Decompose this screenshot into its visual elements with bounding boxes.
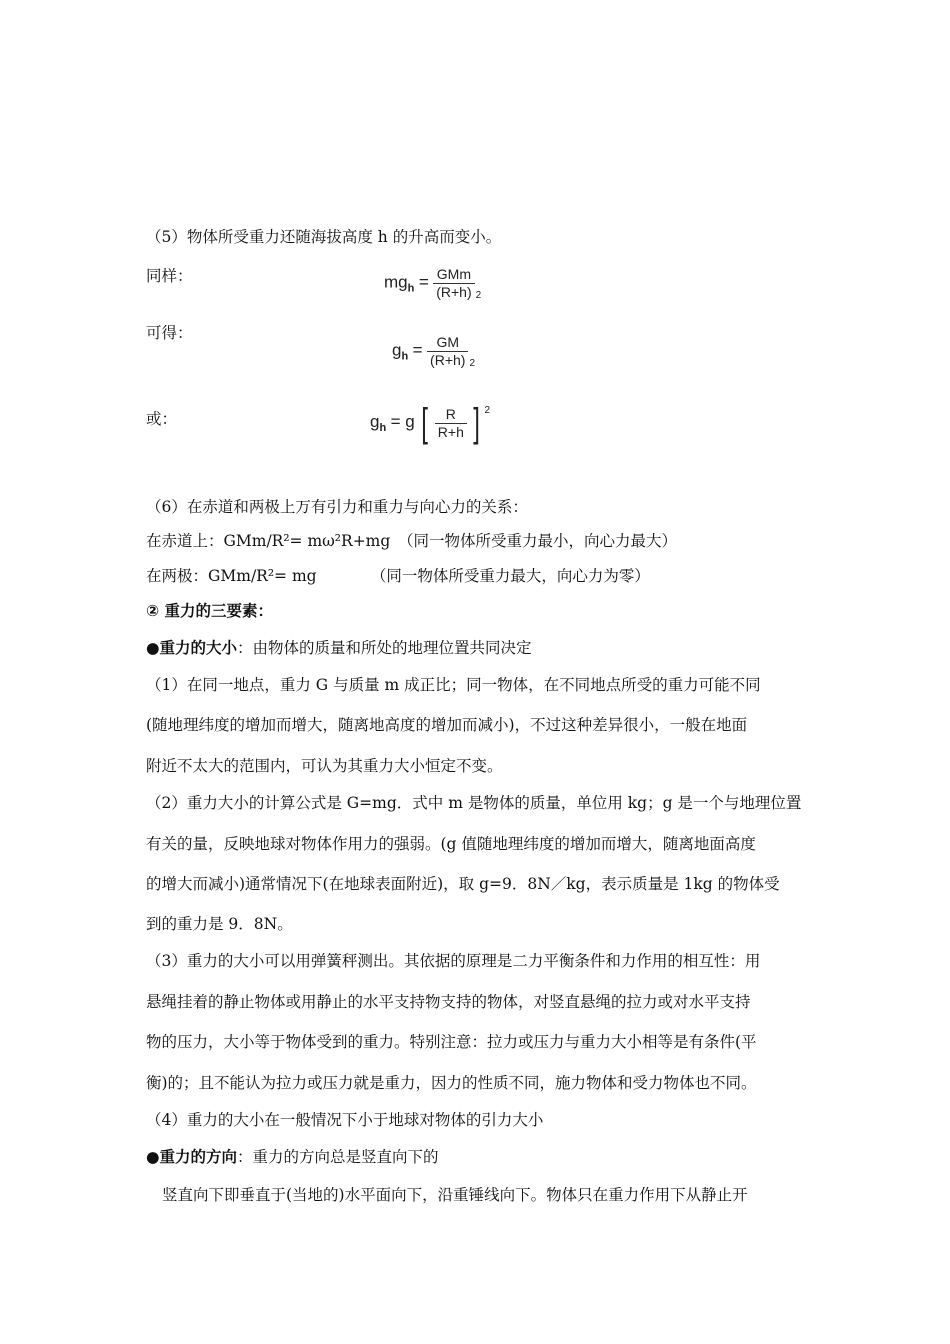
fraction bbox=[435, 406, 467, 441]
formula-lhs-sub: h bbox=[379, 422, 387, 435]
formula-lhs-sub: h bbox=[407, 282, 415, 295]
label-same: 同样： bbox=[146, 267, 193, 285]
numerator: GM bbox=[427, 334, 468, 352]
formula-mgh bbox=[384, 266, 481, 301]
size-item-3-line-1: （3）重力的大小可以用弹簧秤测出。其依据的原理是二力平衡条件和力作用的相互性：用 bbox=[146, 952, 761, 970]
formula-lhs: mg bbox=[384, 272, 408, 292]
direction-text: ：重力的方向总是竖直向下的 bbox=[237, 1148, 439, 1166]
direction-heading bbox=[146, 1146, 439, 1168]
size-item-2-line-3: 的增大而减小)通常情况下(在地球表面附近)，取 g=9．8N／kg，表示质量是 1kg 的物体受 bbox=[146, 875, 780, 893]
paragraph-6: （6）在赤道和两极上万有引力和重力与向心力的关系： bbox=[146, 498, 528, 516]
direction-label: ●重力的方向 bbox=[146, 1148, 238, 1166]
exponent: 2 bbox=[475, 289, 482, 301]
formula-gh bbox=[392, 334, 475, 369]
formula-lhs-sub: h bbox=[401, 350, 409, 363]
size-item-3-line-3: 物的压力，大小等于物体受到的重力。特别注意：拉力或压力与重力大小相等是有条件(平 bbox=[146, 1033, 757, 1051]
size-heading bbox=[146, 637, 532, 659]
size-item-3-line-2: 悬绳挂着的静止物体或用静止的水平支持物支持的物体，对竖直悬绳的拉力或对水平支持 bbox=[146, 993, 751, 1011]
formula-eq: = g bbox=[390, 412, 415, 432]
formula-eq: = bbox=[418, 272, 429, 292]
fraction bbox=[433, 266, 474, 301]
size-item-1-line-3: 附近不太大的范围内，可认为其重力大小恒定不变。 bbox=[146, 757, 503, 775]
paragraph-5: （5）物体所受重力还随海拔高度 h 的升高而变小。 bbox=[146, 228, 502, 246]
left-bracket: [ bbox=[421, 401, 429, 445]
formula-lhs: g bbox=[392, 340, 402, 360]
size-item-2-line-1: （2）重力大小的计算公式是 G=mg．式中 m 是物体的质量，单位用 kg；g 是一个与地理位置 bbox=[146, 794, 802, 812]
formula-gh-ratio bbox=[370, 403, 490, 443]
section-heading: ② 重力的三要素： bbox=[146, 602, 274, 620]
size-label: ●重力的大小 bbox=[146, 639, 238, 657]
size-item-2-line-4: 到的重力是 9．8N。 bbox=[146, 915, 293, 933]
size-item-1-line-2: (随地理纬度的增加而增大，随离地高度的增加而减小)，不过这种差异很小，一般在地面 bbox=[146, 716, 748, 734]
exponent: 2 bbox=[469, 357, 476, 369]
denominator: (R+h) bbox=[436, 284, 472, 300]
size-item-2-line-2: 有关的量，反映地球对物体作用力的强弱。(g 值随地理纬度的增加而增大，随离地面高度 bbox=[146, 835, 756, 853]
label-derive: 可得： bbox=[146, 324, 193, 342]
poles-relation: 在两极：GMm/R²= mg （同一物体所受重力最大，向心力为零） bbox=[146, 567, 650, 585]
label-or: 或： bbox=[146, 410, 178, 428]
exponent: 2 bbox=[484, 405, 491, 417]
direction-detail: 竖直向下即垂直于(当地的)水平面向下，沿重锤线向下。物体只在重力作用下从静止开 bbox=[162, 1186, 748, 1204]
numerator: R bbox=[435, 406, 467, 424]
denominator: R+h bbox=[437, 423, 464, 440]
denominator: (R+h) bbox=[430, 352, 466, 368]
formula-lhs: g bbox=[370, 412, 380, 432]
right-bracket: ] bbox=[473, 401, 481, 445]
size-item-4: （4）重力的大小在一般情况下小于地球对物体的引力大小 bbox=[146, 1111, 544, 1129]
formula-eq: = bbox=[412, 340, 423, 360]
fraction bbox=[427, 334, 468, 369]
size-text: ：由物体的质量和所处的地理位置共同决定 bbox=[237, 639, 532, 657]
size-item-3-line-4: 衡)的；且不能认为拉力或压力就是重力，因力的性质不同，施力物体和受力物体也不同。 bbox=[146, 1074, 757, 1092]
equator-relation: 在赤道上：GMm/R²= mω²R+mg （同一物体所受重力最小，向心力最大） bbox=[146, 532, 678, 550]
numerator: GMm bbox=[433, 266, 474, 284]
size-item-1-line-1: （1）在同一地点，重力 G 与质量 m 成正比；同一物体，在不同地点所受的重力可能不同 bbox=[146, 676, 761, 694]
